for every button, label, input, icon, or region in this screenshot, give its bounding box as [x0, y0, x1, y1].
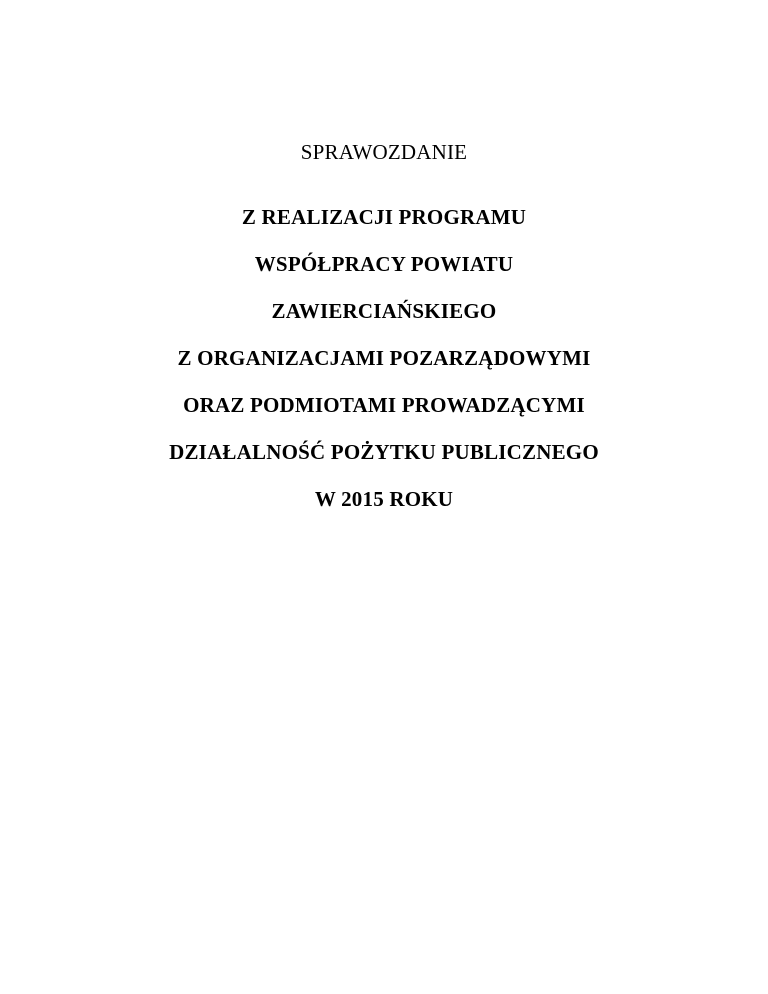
report-label: SPRAWOZDANIE: [300, 140, 468, 164]
document-title: [0, 203, 768, 532]
title-line: W 2015 ROKU: [314, 487, 454, 511]
title-line: ZAWIERCIAŃSKIEGO: [271, 299, 497, 323]
title-line: Z REALIZACJI PROGRAMU: [241, 205, 527, 229]
title-line: Z ORGANIZACJAMI POZARZĄDOWYMI: [177, 346, 591, 370]
title-line: DZIAŁALNOŚĆ POŻYTKU PUBLICZNEGO: [169, 440, 599, 464]
title-line: WSPÓŁPRACY POWIATU: [254, 252, 514, 276]
title-line: ORAZ PODMIOTAMI PROWADZĄCYMI: [183, 393, 585, 417]
